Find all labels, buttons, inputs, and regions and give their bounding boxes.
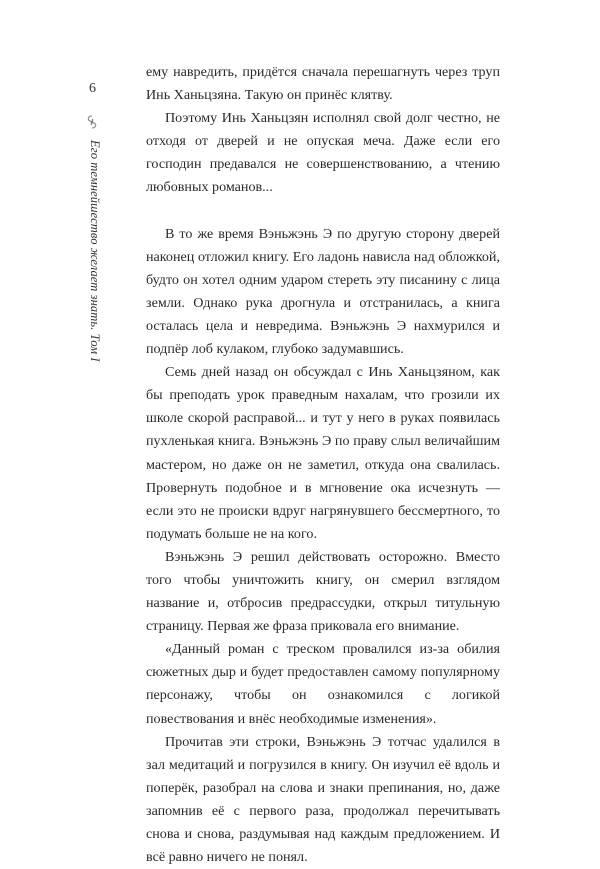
paragraph: В то же время Вэньжэнь Э по другую сторону дверей наконец отложил книгу. Его ладонь нависла над обложкой, будто он хотел одним ударом стереть эту писанину с лица земли. Однако рука дрогнула и отстранилась, а книга осталась цела и невредима. Вэньжэнь Э нахмурился и подпёр лоб кулаком, глубоко задумавшись. [146, 225, 500, 358]
paragraph: ему навредить, придётся сначала перешагнуть через труп Инь Ханьцзяна. Такую он принёс клятву. [146, 64, 500, 104]
page-number: 6 [89, 81, 96, 96]
body-text [146, 61, 500, 869]
paragraph: Прочитав эти строки, Вэньжэнь Э тотчас удалился в зал медитаций и погрузился в книгу. Он изучил её вдоль и поперёк, разобрал на слова и знаки препинания, но, даже запомнив её с первого раза, продолжал перечитывать снова и снова, раздумывая над каждым предложением. И всё равно ничего не понял. [146, 733, 500, 866]
running-title: Его темнейшество желает знать. Том I [88, 140, 102, 362]
paragraph: Семь дней назад он обсуждал с Инь Ханьцзяном, как бы преподать урок праведным нахалам, что грозили их школе скорой расправой... и тут у него в руках появилась пухленькая книга. Вэньжэнь Э по праву слыл величайшим мастером, но даже он не заметил, откуда она свалилась. Провернуть подобное и в мгновение ока исчезнуть — если это не происки вдруг нагрянувшего бессмертного, то подумать больше не на кого. [146, 364, 500, 542]
swirl-ornament-icon [84, 114, 100, 130]
paragraph: Вэньжэнь Э решил действовать осторожно. Вместо того чтобы уничтожить книгу, он смерил взглядом название и, отбросив предрассудки, открыл титульную страницу. Первая же фраза приковала его внимание. [146, 548, 500, 635]
paragraph: Поэтому Инь Ханьцзян исполнял свой долг честно, не отходя от дверей и не опуская меча. Даже если его господин предавался не совершенствованию, а чтению любовных романов... [146, 110, 500, 196]
paragraph: «Данный роман с треском провалился из-за обилия сюжетных дыр и будет предоставлен самому популярному персонажу, чтобы он ознакомился с логикой повествования и внёс необходимые изменения». [146, 641, 500, 727]
